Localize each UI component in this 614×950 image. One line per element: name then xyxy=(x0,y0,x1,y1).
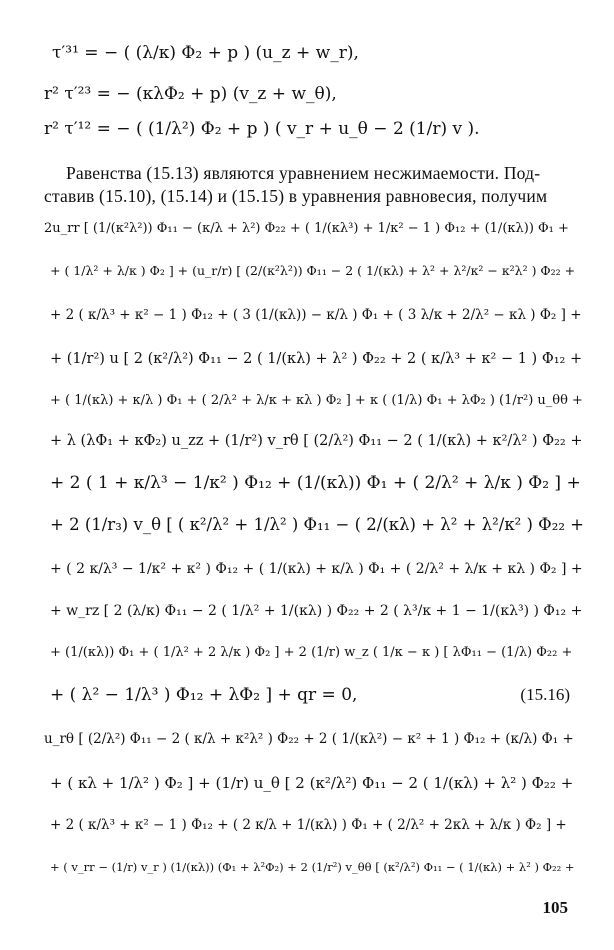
equation-1516-line: + λ (λΦ₁ + κΦ₂) u_zz + (1/r²) v_rθ [ (2/λ²) Φ₁₁ − 2 ( 1/(κλ) + κ²/λ² ) Φ₂₂ + xyxy=(50,433,583,449)
equation-tau-12: r² τ′¹² = − ( (1/λ²) Φ₂ + p ) ( v_r + u_θ − 2 (1/r) v ). xyxy=(44,119,480,139)
equation-1516-line: + 2 ( 1 + κ/λ³ − 1/κ² ) Φ₁₂ + (1/(κλ)) Φ₁ + ( 2/λ² + λ/κ ) Φ₂ ] + xyxy=(50,473,581,493)
equation-next-line: + ( v_rr − (1/r) v_r ) (1/(κλ)) (Φ₁ + λ²Φ₂) + 2 (1/r²) v_θθ [ (κ²/λ²) Φ₁₁ − ( 1/(κλ) + λ² ) Φ₂₂ + xyxy=(50,860,575,874)
page-number: 105 xyxy=(542,898,568,917)
equation-tau-31: τ′³¹ = − ( (λ/κ) Φ₂ + p ) (u_z + w_r), xyxy=(52,43,359,63)
equation-1516-line: + w_rz [ 2 (λ/κ) Φ₁₁ − 2 ( 1/λ² + 1/(κλ) ) Φ₂₂ + 2 ( λ³/κ + 1 − 1/(κλ³) ) Φ₁₂ + xyxy=(50,603,583,619)
equation-1516-line: + 2 (1/r₃) v_θ [ ( κ²/λ² + 1/λ² ) Φ₁₁ − ( 2/(κλ) + λ² + λ²/κ² ) Φ₂₂ + xyxy=(50,515,584,534)
equation-tau-23: r² τ′²³ = − (κλΦ₂ + p) (v_z + w_θ), xyxy=(44,84,337,104)
equation-number: (15.16) xyxy=(520,685,570,704)
equation-next-line: + ( κλ + 1/λ² ) Φ₂ ] + (1/r) u_θ [ 2 (κ²/λ²) Φ₁₁ − 2 ( 1/(κλ) + λ² ) Φ₂₂ + xyxy=(50,774,574,792)
equation-1516-line: 2u_rr [ (1/(κ²λ²)) Φ₁₁ − (κ/λ + λ²) Φ₂₂ + ( 1/(κλ³) + 1/κ² − 1 ) Φ₁₂ + (1/(κλ)) Φ₁ + xyxy=(44,221,569,236)
equation-1516-line: + (1/(κλ)) Φ₁ + ( 1/λ² + 2 λ/κ ) Φ₂ ] + 2 (1/r) w_z ( 1/κ − κ ) [ λΦ₁₁ − (1/λ) Φ₂₂ + xyxy=(50,645,573,660)
paragraph-line-2: ставив (15.10), (15.14) и (15.15) в уравнения равновесия, получим xyxy=(44,186,548,206)
equation-1516-line: + ( λ² − 1/λ³ ) Φ₁₂ + λΦ₂ ] + qr = 0, xyxy=(50,685,358,705)
equation-next-line: u_rθ [ (2/λ²) Φ₁₁ − 2 ( κ/λ + κ²λ² ) Φ₂₂ + 2 ( 1/(κλ²) − κ² + 1 ) Φ₁₂ + (κ/λ) Φ₁ + xyxy=(44,731,574,747)
equation-1516-line: + ( 1/(κλ) + κ/λ ) Φ₁ + ( 2/λ² + λ/κ + κλ ) Φ₂ ] + κ ( (1/λ) Φ₁ + λΦ₂ ) (1/r²) u_θθ + xyxy=(50,393,583,408)
equation-1516-line: + ( 1/λ² + λ/κ ) Φ₂ ] + (u_r/r) [ (2/(κ²λ²)) Φ₁₁ − 2 ( 1/(κλ) + λ² + λ²/κ² − κ²λ² ) Φ₂₂ + xyxy=(50,263,576,278)
equation-1516-line: + 2 ( κ/λ³ + κ² − 1 ) Φ₁₂ + ( 3 (1/(κλ)) − κ/λ ) Φ₁ + ( 3 λ/κ + 2/λ² − κλ ) Φ₂ ] + xyxy=(50,307,582,323)
equation-next-line: + 2 ( κ/λ³ + κ² − 1 ) Φ₁₂ + ( 2 κ/λ + 1/(κλ) ) Φ₁ + ( 2/λ² + 2κλ + λ/κ ) Φ₂ ] + xyxy=(50,817,567,833)
equation-1516-line: + (1/r²) u [ 2 (κ²/λ²) Φ₁₁ − 2 ( 1/(κλ) + λ² ) Φ₂₂ + 2 ( κ/λ³ + κ² − 1 ) Φ₁₂ + xyxy=(50,351,583,367)
paragraph-line-1: Равенства (15.13) являются уравнением несжимаемости. Под- xyxy=(66,163,541,183)
equation-1516-line: + ( 2 κ/λ³ − 1/κ² + κ² ) Φ₁₂ + ( 1/(κλ) + κ/λ ) Φ₁ + ( 2/λ² + λ/κ + κλ ) Φ₂ ] + xyxy=(50,561,583,577)
